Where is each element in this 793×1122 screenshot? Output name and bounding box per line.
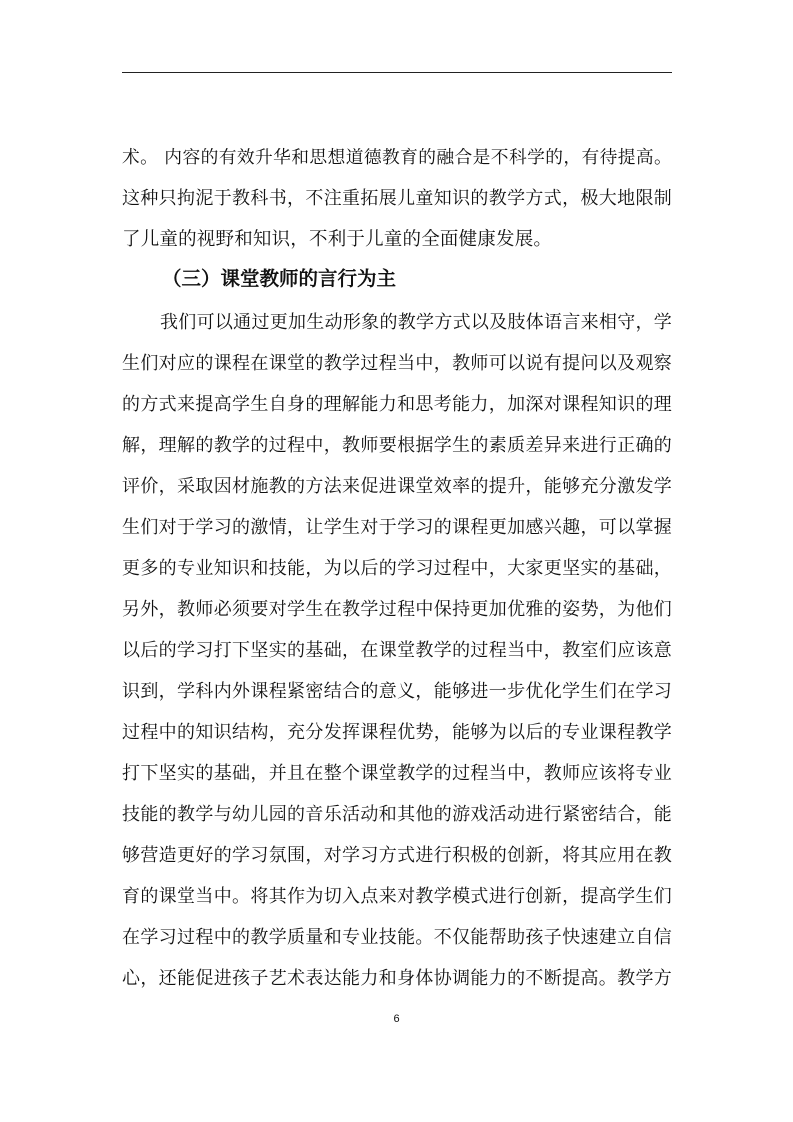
text-line: 育的课堂当中。将其作为切入点来对教学模式进行创新，提高学生们 <box>122 886 672 907</box>
section-heading: （三）课堂教师的言行为主 <box>162 267 397 290</box>
text-line: 术。 内容的有效升华和思想道德教育的融合是不科学的，有待提高。 <box>122 148 672 168</box>
header-rule <box>122 72 672 73</box>
text-line: 的方式来提高学生自身的理解能力和思考能力，加深对课程知识的理 <box>122 394 672 415</box>
text-line: 技能的教学与幼儿园的音乐活动和其他的游戏活动进行紧密结合，能 <box>122 804 672 825</box>
text-line: 另外，教师必须要对学生在教学过程中保持更加优雅的姿势，为他们 <box>122 599 672 620</box>
text-line: 够营造更好的学习氛围，对学习方式进行积极的创新，将其应用在教 <box>122 845 672 866</box>
text-line: 评价，采取因材施教的方法来促进课堂效率的提升，能够充分激发学 <box>122 476 672 497</box>
text-line: 在学习过程中的教学质量和专业技能。不仅能帮助孩子快速建立自信 <box>122 927 672 948</box>
page-number: 6 <box>393 1013 400 1025</box>
text-line: 生们对应的课程在课堂的教学过程当中，教师可以说有提问以及观察 <box>122 353 672 374</box>
text-line: 以后的学习打下坚实的基础，在课堂教学的过程当中，教室们应该意 <box>122 640 672 661</box>
text-line: 这种只拘泥于教科书，不注重拓展儿童知识的教学方式，极大地限制 <box>122 188 672 209</box>
text-line: 过程中的知识结构，充分发挥课程优势，能够为以后的专业课程教学 <box>122 722 672 743</box>
text-line: 了儿童的视野和知识，不利于儿童的全面健康发展。 <box>122 229 553 250</box>
text-line: 解，理解的教学的过程中，教师要根据学生的素质差异来进行正确的 <box>122 435 672 456</box>
text-line: 识到，学科内外课程紧密结合的意义，能够进一步优化学生们在学习 <box>122 681 672 702</box>
text-line: 生们对于学习的激情，让学生对于学习的课程更加感兴趣，可以掌握 <box>122 517 672 538</box>
text-line: 心，还能促进孩子艺术表达能力和身体协调能力的不断提高。教学方 <box>122 968 672 989</box>
text-line: 打下坚实的基础，并且在整个课堂教学的过程当中，教师应该将专业 <box>122 763 672 784</box>
text-line: 更多的专业知识和技能，为以后的学习过程中，大家更坚实的基础， <box>122 558 672 579</box>
text-line: 我们可以通过更加生动形象的教学方式以及肢体语言来相守，学 <box>160 312 672 333</box>
